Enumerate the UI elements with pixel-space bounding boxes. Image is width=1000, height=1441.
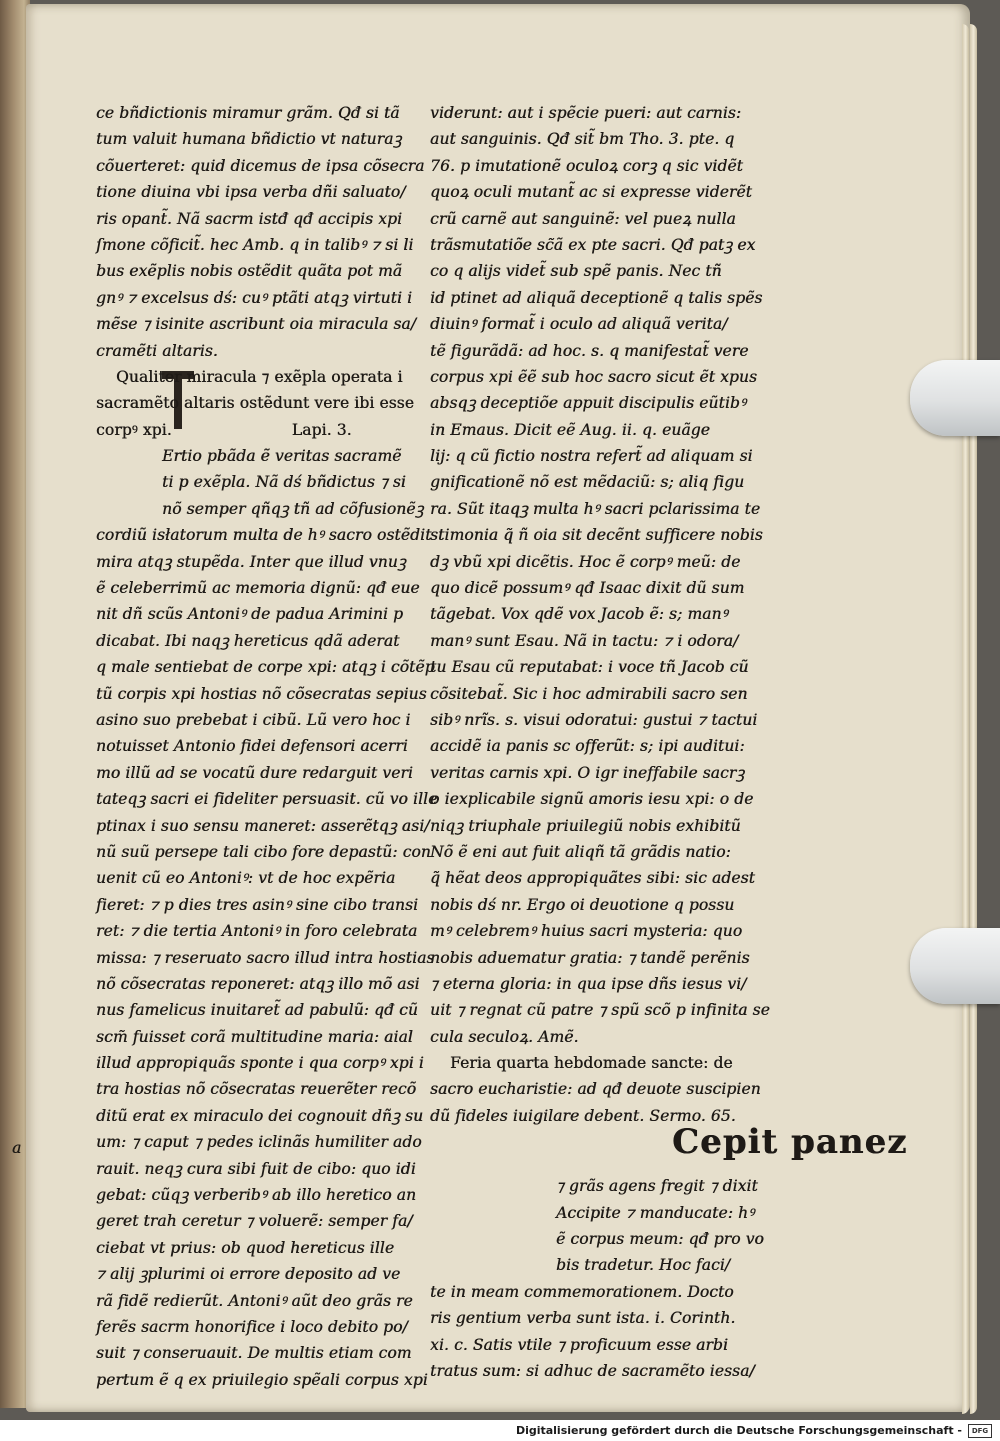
text-line: tione diuina vbi ipsa verba dñi saluato/ <box>96 183 406 202</box>
text-line: gebat: cũqꝫ verberibꝰ ab illo heretico an <box>96 1186 417 1205</box>
text-line: bis tradetur. Hoc faci/ <box>556 1256 731 1275</box>
sermon-incipit: Cepit panez <box>672 1122 908 1163</box>
text-line: ditũ erat ex miraculo dei cognouit dñꝫ su <box>96 1106 424 1125</box>
footer-credit: Digitalisierung gefördert durch die Deutsche Forschungsgemeinschaft - <box>515 1424 962 1437</box>
text-line: tẽ figurãdã: ad hoc. s. q manifestat̃ vere <box>430 341 749 360</box>
text-line: sacro eucharistie: ad qđ deuote suscipien <box>430 1080 761 1099</box>
text-line: nit dñ scũs Antoniꝰ de padua Arimini p <box>96 605 404 624</box>
text-line: q̃ hẽat deos appropiquãtes sibi: sic adest <box>430 869 755 888</box>
text-line: pertum ẽ q ex priuilegio spẽali corpus xpi <box>96 1370 428 1389</box>
text-line: ⁊ eterna gloria: in qua ipse dñs iesus vi/ <box>430 974 747 993</box>
signature-mark: a <box>12 1139 22 1158</box>
text-line: illud appropiquãs sponte i qua corpꝰ xpi i <box>96 1054 424 1073</box>
text-line: ẽ celeberrimũ ac memoria dignũ: qđ eue <box>96 579 420 598</box>
text-line: cordiũ isłatorum multa de hꝰ sacro ostẽdit <box>96 526 432 545</box>
text-line: diuinꝰ format̃ i oculo ad aliquã verita/ <box>430 315 728 334</box>
text-line: Accipite ⁊ manducate: hꝰ <box>556 1203 755 1222</box>
text-line: Nõ ẽ eni aut fuit aliqñ tã grãdis natio: <box>430 842 731 861</box>
text-line: lij: q cũ fictio nostra refert̃ ad aliquam si <box>430 447 753 466</box>
text-line: bus exẽplis nobis ostẽdit quãta pot mã <box>96 262 403 281</box>
text-line: gnificationẽ nõ est mẽdaciũ: s; aliq figu <box>430 473 745 492</box>
text-line: suit ⁊ conseruauit. De multis etiam com <box>96 1344 412 1363</box>
text-line: nõ cõsecratas reponeret: atqꝫ illo mõ asi <box>96 974 420 993</box>
text-line: niqꝫ triuphale priuilegiũ nobis exhibitũ <box>430 816 741 835</box>
text-line: 76. p imutationẽ oculoꝝ corꝫ q sic vidẽt <box>430 156 743 175</box>
text-line: xi. c. Satis vtile ⁊ proficuum esse arbi <box>430 1335 728 1354</box>
text-line: ciebat vt prius: ob quod hereticus ille <box>96 1238 395 1257</box>
text-line: veritas carnis xpi. O igr ineffabile sacrꝫ <box>430 763 745 782</box>
text-line: nõ semper qñqꝫ tñ ad cõfusionẽꝫ <box>162 499 424 518</box>
page-clip-upper <box>910 360 1000 436</box>
text-line: co q alijs videt̃ sub spẽ panis. Nec tñ <box>430 262 722 281</box>
text-line: accidẽ ia panis sc offerũt: s; ipi auditui: <box>430 737 745 756</box>
text-line: manꝰ sunt Esau. Nã in tactu: ⁊ i odora/ <box>430 631 739 650</box>
text-line: dũ fideles iuigilare debent. Sermo. 65. <box>430 1106 736 1125</box>
text-line: ris opant̃. Nã sacrm istđ qđ accipis xpi <box>96 209 403 228</box>
text-line: ẽ corpus meum: qđ pro vo <box>556 1230 764 1249</box>
text-line: q male sentiebat de corpe xpi: atqꝫ i cõtẽp <box>96 658 435 677</box>
text-line: trãsmutatiõe sc̃ã ex pte sacri. Qđ patꝫ ex <box>430 235 756 254</box>
text-line: corpꝰ xpi. Lapi. 3. <box>96 420 352 439</box>
text-line: notuisset Antonio fidei defensori acerri <box>96 737 408 756</box>
text-line: ret: ⁊ die tertia Antoniꝰ in foro celebrata <box>96 922 418 941</box>
chapter-label: Lapi. 3. <box>291 420 352 439</box>
text-line: ce bñdictionis miramur grãm. Qđ si tã <box>96 104 400 122</box>
text-line: ⁊ alij ꝫplurimi oi errore deposito ad ve <box>96 1265 401 1284</box>
text-line: absqꝫ deceptiõe appuit discipulis eũtibꝰ <box>430 394 746 413</box>
dfg-logo-icon: DFG <box>968 1424 992 1438</box>
text-line: asino suo prebebat i cibũ. Lũ vero hoc i <box>96 710 411 729</box>
text-line: Feria quarta hebdomade sancte: de <box>450 1054 733 1073</box>
text-line: ra. Sũt itaqꝫ multa hꝰ sacri pclarissima te <box>430 499 761 518</box>
text-line: crũ carnẽ aut sanguinẽ: vel pueꝝ nulla <box>430 209 736 228</box>
text-line: um: ⁊ caput ⁊ pedes iclinãs humiliter ado <box>96 1133 422 1152</box>
text-line: nobis aduematur gratia: ⁊ tandẽ perẽnis <box>430 948 750 967</box>
text-line: id ptinet ad aliquã deceptionẽ q talis spẽs <box>430 288 763 307</box>
text-line: viderunt: aut i spẽcie pueri: aut carnis: <box>430 104 742 122</box>
text-line: dꝫ vbũ xpi dicẽtis. Hoc ẽ corpꝰ meũ: de <box>430 552 741 571</box>
text-line: ti p exẽpla. Nã dś bñdictus ⁊ si <box>162 473 406 492</box>
text-line: sibꝰ nrĩs. s. visui odoratui: gustui ⁊ tactui <box>430 710 758 729</box>
text-line: quo dicẽ possumꝰ qđ Isaac dixit dũ sum <box>430 579 745 598</box>
text-line: ferẽs sacrm honorifice i loco debito po/ <box>96 1317 408 1336</box>
text-line: Qualiter miracula ⁊ exẽpla operata i <box>116 367 403 386</box>
text-line: nobis dś nr. Ergo oi deuotione q possu <box>430 895 735 914</box>
text-line: corpus xpi ẽẽ sub hoc sacro sicut ẽt xpus <box>430 367 758 386</box>
text-line: tra hostias nõ cõsecratas reuerẽter recõ <box>96 1080 417 1099</box>
text-line: nus famelicus inuitaret̃ ad pabulũ: qđ cũ <box>96 1001 418 1020</box>
text-line: sacramẽto altaris ostẽdunt vere ibi esse <box>96 394 414 413</box>
text-line: tateqꝫ sacri ei fideliter persuasit. cũ vo ille <box>96 790 438 809</box>
text-line: cõuerteret: quid dicemus de ipsa cõsecra <box>96 156 425 175</box>
left-text-column <box>96 100 446 1393</box>
text-line: scm̃ fuisset corã multitudine maria: aial <box>96 1027 413 1046</box>
text-line: gnꝰ ⁊ excelsus dś: cuꝰ ptãti atqꝫ virtuti i <box>96 288 413 307</box>
text-line: rã fidẽ redierũt. Antoniꝰ aũt deo grãs re <box>96 1291 413 1310</box>
text-line: quoꝝ oculi mutant̃ ac si expresse viderẽt <box>430 183 752 202</box>
footer-bar <box>0 1420 1000 1441</box>
text-line: stimonia q̃ ñ oia sit decẽnt sufficere nobis <box>430 526 763 545</box>
page-edge-2 <box>970 24 977 1414</box>
text-line: tratus sum: si adhuc de sacramẽto iessa/ <box>430 1361 755 1380</box>
text-line: cramẽti altaris. <box>96 341 218 360</box>
text-line: cula seculoꝝ. Amẽ. <box>430 1027 579 1046</box>
text-line: tũ corpis xpi hostias nõ cõsecratas sepius <box>96 684 427 703</box>
text-line: uenit cũ eo Antoniꝰ: vt de hoc expẽria <box>96 869 396 888</box>
text-line: in Emaus. Dicit eẽ Aug. ii. q. euãge <box>430 420 710 439</box>
text-line: ris gentium verba sunt ista. i. Corinth. <box>430 1309 736 1328</box>
page-clip-lower <box>910 928 1000 1004</box>
text-line: nũ suũ persepe tali cibo fore depastũ: con <box>96 842 431 861</box>
text-line: o iexplicabile signũ amoris iesu xpi: o de <box>430 790 754 809</box>
text-line: ptinax i suo sensu maneret: asserẽtqꝫ asi/ <box>96 816 430 835</box>
text-line: ſmone cõficit̃. hec Amb. q in talibꝰ ⁊ si li <box>96 235 414 254</box>
text-line: ⁊ grãs agens fregit ⁊ dixit <box>556 1177 758 1196</box>
text-line: tu Esau cũ reputabat: i voce tñ Jacob cũ <box>430 658 749 677</box>
text-line: tãgebat. Vox qdẽ vox Jacob ẽ: s; manꝰ <box>430 605 728 624</box>
text-line: Ertio pbãda ẽ veritas sacramẽ <box>162 447 402 466</box>
text-line: cõsitebat̃. Sic i hoc admirabili sacro sen <box>430 684 748 703</box>
text-line: tum valuit humana bñdictio vt naturaꝫ <box>96 130 402 149</box>
page-edge-1 <box>962 24 969 1414</box>
text-line: aut sanguinis. Qđ sit̃ bm Tho. 3. pte. q <box>430 130 735 149</box>
text-line: mo illũ ad se vocatũ dure redarguit veri <box>96 763 413 782</box>
text-line: mẽse ⁊ isinite ascribunt oia miracula sa/ <box>96 315 417 334</box>
text-line: te in meam commemorationem. Docto <box>430 1282 734 1301</box>
text-line: rauit. neqꝫ cura sibi fuit de cibo: quo idi <box>96 1159 416 1178</box>
text-line: uit ⁊ regnat cũ patre ⁊ spũ scõ p infinita se <box>430 1001 770 1020</box>
text-line: geret trah ceretur ⁊ voluerẽ: semper fa/ <box>96 1212 413 1231</box>
text-line: mira atqꝫ stupẽda. Inter que illud vnuꝫ <box>96 552 406 571</box>
text-line: fieret: ⁊ p dies tres asinꝰ sine cibo transi <box>96 895 419 914</box>
text-line: mꝰ celebremꝰ huius sacri mysteria: quo <box>430 922 743 941</box>
text-line: dicabat. Ibi naqꝫ hereticus qdã aderat <box>96 631 400 650</box>
text-line: missa: ⁊ reseruato sacro illud intra hostias <box>96 948 435 967</box>
